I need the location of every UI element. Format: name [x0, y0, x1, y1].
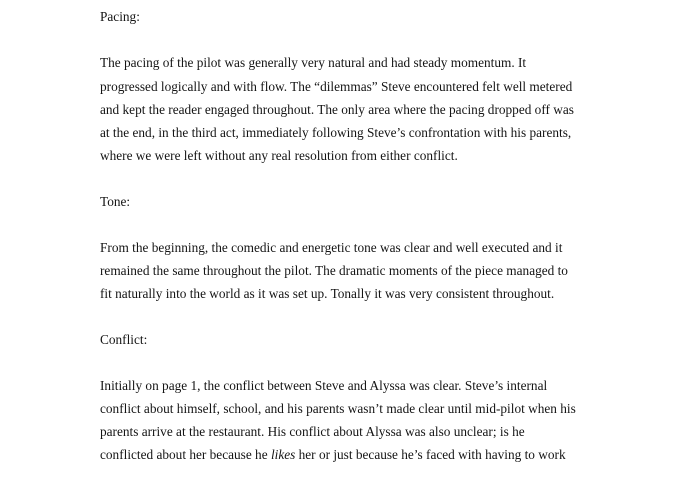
line-text: conflicted about her because he — [100, 447, 271, 462]
paragraph-line: at the end, in the third act, immediately following Steve’s confrontation with his parents, — [100, 125, 572, 140]
section-heading-pacing: Pacing: — [100, 9, 140, 24]
paragraph-line: conflict about himself, school, and his parents wasn’t made clear until mid-pilot when his — [100, 401, 576, 416]
paragraph-line: parents arrive at the restaurant. His conflict about Alyssa was also unclear; is he — [100, 424, 525, 439]
paragraph-line: and kept the reader engaged throughout. The only area where the pacing dropped off was — [100, 102, 574, 117]
paragraph-line: progressed logically and with flow. The “dilemmas” Steve encountered felt well metered — [100, 79, 573, 94]
paragraph-line: where we were left without any real resolution from either conflict. — [100, 148, 458, 163]
paragraph-line: Initially on page 1, the conflict between Steve and Alyssa was clear. Steve’s internal — [100, 378, 548, 393]
section-heading-tone: Tone: — [100, 194, 131, 209]
emphasized-word: likes — [270, 447, 296, 462]
paragraph-line: From the beginning, the comedic and energetic tone was clear and well executed and it — [100, 240, 563, 255]
line-text: her or just because he’s faced with having to work — [295, 447, 566, 462]
section-heading-conflict: Conflict: — [100, 332, 148, 347]
paragraph-line: remained the same throughout the pilot. The dramatic moments of the piece managed to — [100, 263, 568, 278]
paragraph-line: The pacing of the pilot was generally very natural and had steady momentum. It — [100, 55, 527, 70]
paragraph-line: fit naturally into the world as it was set up. Tonally it was very consistent throughout. — [100, 286, 555, 301]
paragraph-line — [100, 447, 566, 463]
